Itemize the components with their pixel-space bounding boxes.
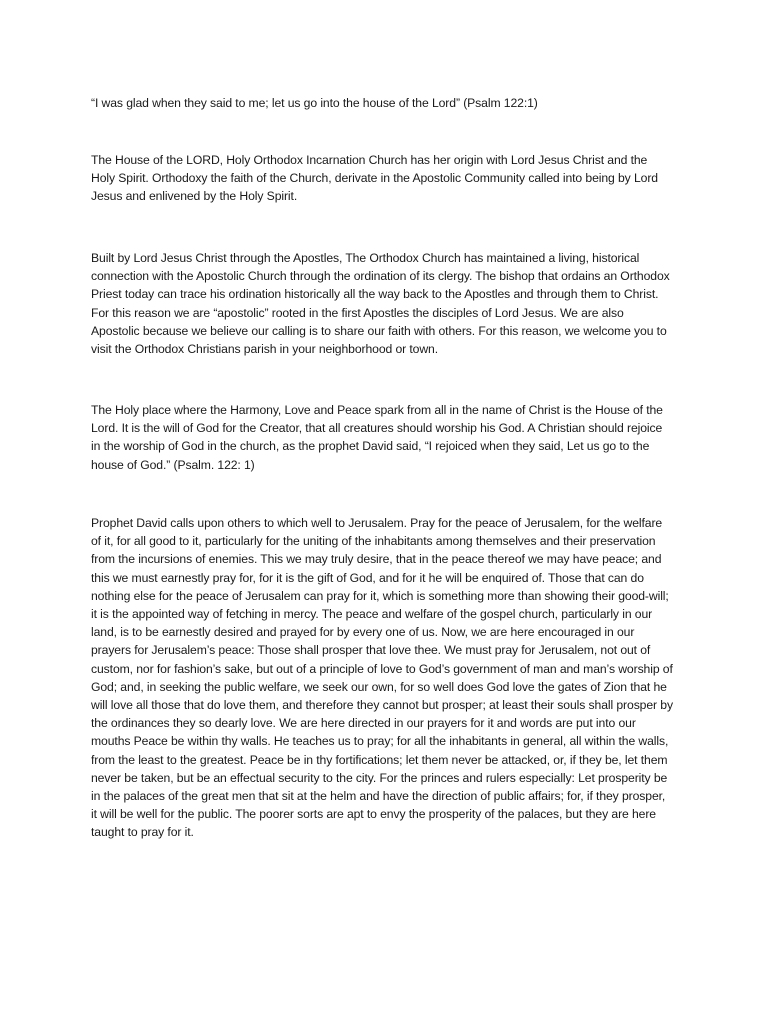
paragraph-apostolic-succession: Built by Lord Jesus Christ through the Apostles, The Orthodox Church has maintained a living, historical connection with the Apostolic Church through the ordination of its clergy. The bishop that ordains an Orthodox Priest today can trace his ordination historically all the way back to the Apostles and through them to Christ. For this reason we are “apostolic” rooted in the first Apostles the disciples of Lord Jesus. We are also Apostolic because we believe our calling is to share our faith with others. For this reason, we welcome you to visit the Orthodox Christians parish in your neighborhood or town. [91, 251, 670, 357]
paragraph-church-origin: The House of the LORD, Holy Orthodox Incarnation Church has her origin with Lord Jesus Christ and the Holy Spirit. Orthodoxy the faith of the Church, derivate in the Apostolic Community called into being by Lord Jesus and enlivened by the Holy Spirit. [91, 153, 658, 204]
opening-psalm-quote: “I was glad when they said to me; let us go into the house of the Lord” (Psalm 122:1) [91, 96, 538, 110]
paragraph-house-of-the-lord: The Holy place where the Harmony, Love and Peace spark from all in the name of Christ is the House of the Lord. It is the will of God for the Creator, that all creatures should worship his God. A Christian should rejoice in the worship of God in the church, as the prophet David said, “I rejoiced when they said, Let us go to the house of God.” (Psalm. 122: 1) [91, 403, 663, 472]
paragraph-peace-of-jerusalem: Prophet David calls upon others to which well to Jerusalem. Pray for the peace of Jerusalem, for the welfare of it, for all good to it, particularly for the uniting of the inhabitants among themselves and their preservation from the incursions of enemies. This we may truly desire, that in the peace thereof we may have peace; and this we must earnestly pray for, for it is the gift of God, and for it he will be enquired of. Those that can do nothing else for the peace of Jerusalem can pray for it, which is something more than showing their good-will; it is the appointed way of fetching in mercy. The peace and welfare of the gospel church, particularly in our land, is to be earnestly desired and prayed for by every one of us. Now, we are here encouraged in our prayers for Jerusalem’s peace: Those shall prosper that love thee. We must pray for Jerusalem, not out of custom, nor for fashion’s sake, but out of a principle of love to God’s government of man and man’s worship of God; and, in seeking the public welfare, we seek our own, for so well does God love the gates of Zion that he will love all those that do love them, and therefore they cannot but prosper; at least their souls shall prosper by the ordinances they so dearly love. We are here directed in our prayers for it and words are put into our mouths Peace be within thy walls. He teaches us to pray; for all the inhabitants in general, all within the walls, from the least to the greatest. Peace be in thy fortifications; let them never be attacked, or, if they be, let them never be taken, but be an effectual security to the city. For the princes and rulers especially: Let prosperity be in the palaces of the great men that sit at the helm and have the direction of public affairs; for, if they prosper, it will be well for the public. The poorer sorts are apt to envy the prosperity of the palaces, but they are here taught to pray for it. [91, 516, 673, 840]
